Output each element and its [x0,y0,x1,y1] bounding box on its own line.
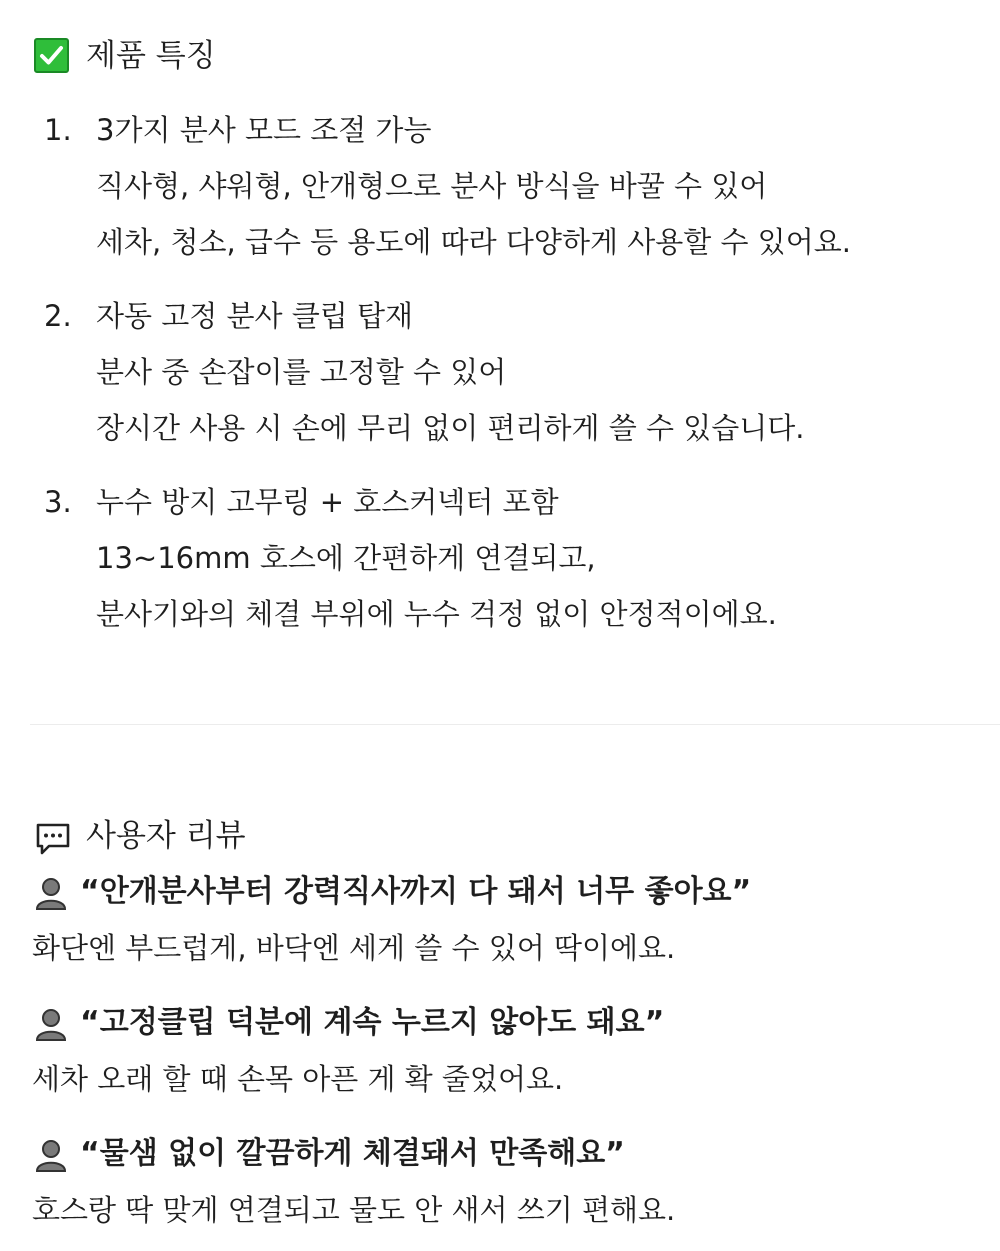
feature-number: 1. [44,113,72,147]
speech-bubble-icon [34,820,72,858]
feature-desc-line: 직사형, 샤워형, 안개형으로 분사 방식을 바꿀 수 있어 [96,169,768,203]
feature-heading: 자동 고정 분사 클립 탑재 [96,299,414,333]
reviews-title: 사용자 리뷰 [86,818,246,854]
review-body: 화단엔 부드럽게, 바닥엔 세게 쓸 수 있어 딱이에요. [32,931,676,965]
section-divider [30,724,1000,725]
review-quote: “물샘 없이 깔끔하게 체결돼서 만족해요” [80,1136,625,1171]
feature-heading: 누수 방지 고무링 + 호스커넥터 포함 [96,485,559,519]
feature-desc-line: 세차, 청소, 급수 등 용도에 따라 다양하게 사용할 수 있어요. [96,225,851,259]
feature-desc-line: 13~16mm 호스에 간편하게 연결되고, [96,541,596,575]
features-title: 제품 특징 [86,38,216,74]
feature-heading: 3가지 분사 모드 조절 가능 [96,113,432,147]
review-quote: “안개분사부터 강력직사까지 다 돼서 너무 좋아요” [80,874,752,909]
user-avatar-icon [34,1138,68,1172]
review-body: 호스랑 딱 맞게 연결되고 물도 안 새서 쓰기 편해요. [32,1193,676,1227]
check-box-icon [34,38,69,73]
user-avatar-icon [34,1007,68,1041]
feature-number: 3. [44,485,72,519]
feature-desc-line: 분사 중 손잡이를 고정할 수 있어 [96,355,507,389]
feature-desc-line: 장시간 사용 시 손에 무리 없이 편리하게 쓸 수 있습니다. [96,411,805,445]
review-quote: “고정클립 덕분에 계속 누르지 않아도 돼요” [80,1005,665,1040]
feature-number: 2. [44,299,72,333]
user-avatar-icon [34,876,68,910]
review-body: 세차 오래 할 때 손목 아픈 게 확 줄었어요. [32,1062,564,1096]
feature-desc-line: 분사기와의 체결 부위에 누수 걱정 없이 안정적이에요. [96,597,777,631]
